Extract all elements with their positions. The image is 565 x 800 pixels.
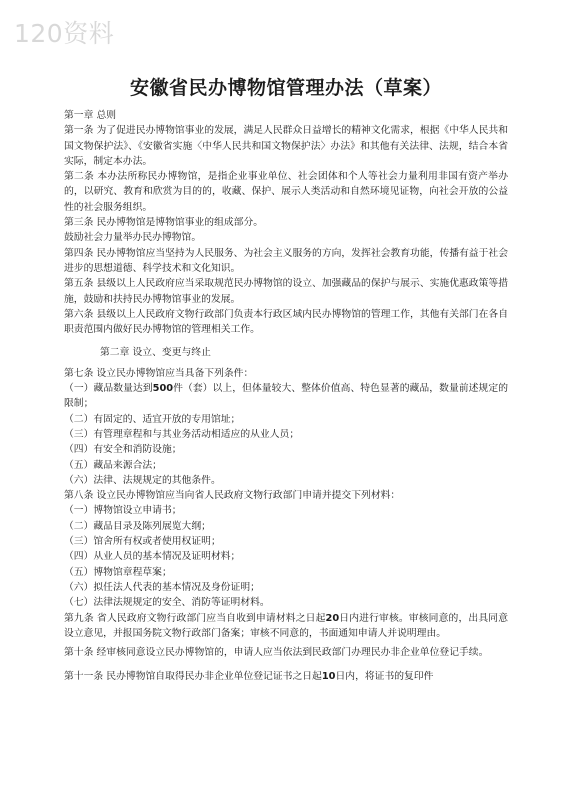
article-7-item-2: （二）有固定的、适宜开放的专用馆址； bbox=[64, 413, 241, 425]
article-2: 第二条 本办法所称民办博物馆，是指企业事业单位、社会团体和个人等社会力量利用非国有资产举办的，以研究、教育和欣赏为目的的，收藏、保护、展示人类活动和自然环境见证物，向社会开放的公益性的社会服务组织。 bbox=[64, 171, 508, 213]
article-8-item-7: （七）法律法规规定的安全、消防等证明材料。 bbox=[64, 597, 270, 609]
item-text: 件（套）以上，但体量较大、整体价值高、特色显著的藏品，数量前述规定的限制； bbox=[64, 383, 509, 410]
document-body bbox=[64, 74, 508, 689]
article-8-item-6: （六）拟任法人代表的基本情况及身份证明； bbox=[64, 581, 260, 593]
watermark: 120资料 bbox=[14, 19, 115, 48]
article-7-item-5: （五）藏品来源合法； bbox=[64, 459, 162, 471]
item-text: （一）藏品数量达到 bbox=[64, 383, 153, 395]
article-text: 日内进行审核。审核同意的，出具同意设立意见，并报国务院文物行政部门备案；审核不同意的，书面通知申请人并说明理由。 bbox=[64, 612, 508, 639]
article-text: 第九条 省人民政府文物行政部门应当自收到申请材料之日起 bbox=[64, 612, 326, 624]
article-7-item-3: （三）有管理章程和与其业务活动相适应的从业人员； bbox=[64, 428, 300, 440]
article-10: 第十条 经审核同意设立民办博物馆的，申请人应当依法到民政部门办理民办非企业单位登记手续。 bbox=[64, 647, 489, 659]
article-8: 第八条 设立民办博物馆应当向省人民政府文物行政部门申请并提交下列材料： bbox=[64, 490, 401, 502]
article-11 bbox=[64, 665, 508, 689]
document-title: 安徽省民办博物馆管理办法（草案） bbox=[129, 77, 442, 99]
article-6: 第六条 县级以上人民政府文物行政部门负责本行政区域内民办博物馆的管理工作，其他有关部门在各自职责范围内做好民办博物馆的管理相关工作。 bbox=[64, 308, 508, 336]
chapter-1-heading: 第一章 总则 bbox=[64, 110, 117, 121]
article-8-item-3: （三）馆舍所有权或者使用权证明； bbox=[64, 536, 221, 548]
article-7-item-1 bbox=[64, 381, 508, 412]
article-7-item-4: （四）有安全和消防设施； bbox=[64, 444, 182, 456]
article-3: 第三条 民办博物馆是博物馆事业的组成部分。 bbox=[64, 217, 264, 229]
item-number: 500 bbox=[152, 383, 174, 395]
article-8-item-1: （一）博物馆设立申请书； bbox=[64, 505, 182, 517]
chapter-2-heading: 第二章 设立、变更与终止 bbox=[100, 347, 211, 359]
article-text: 第十一条 民办博物馆自取得民办非企业单位登记证书之日起 bbox=[64, 671, 322, 683]
article-5: 第五条 县级以上人民政府应当采取规范民办博物馆的设立、加强藏品的保护与展示、实施优惠政策等措施，鼓励和扶持民办博物馆事业的发展。 bbox=[64, 278, 508, 305]
article-8-item-2: （二）藏品目录及陈列展览大纲； bbox=[64, 520, 211, 532]
article-3-continued: 鼓励社会力量举办民办博物馆。 bbox=[64, 232, 202, 244]
article-8-item-5: （五）博物馆章程草案； bbox=[64, 566, 172, 578]
article-text: 日内，将证书的复印件 bbox=[335, 671, 434, 683]
article-4: 第四条 民办博物馆应当坚持为人民服务、为社会主义服务的方向，发挥社会教育功能，传播有益于社会进步的思想道德、科学技术和文化知识。 bbox=[64, 247, 508, 274]
article-9 bbox=[64, 611, 508, 642]
article-8-item-4: （四）从业人员的基本情况及证明材料； bbox=[64, 551, 241, 563]
article-number: 10 bbox=[321, 671, 336, 683]
article-number: 20 bbox=[325, 612, 340, 624]
article-1: 第一条 为了促进民办博物馆事业的发展，满足人民群众日益增长的精神文化需求，根据《中华人民共和国文物保护法》、《安徽省实施〈中华人民共和国文物保护法〉办法》和其他有关法律、法规，结合本省实际，制定本办法。 bbox=[64, 125, 508, 167]
article-7: 第七条 设立民办博物馆应当具备下列条件： bbox=[64, 367, 254, 379]
article-7-item-6: （六）法律、法规规定的其他条件。 bbox=[64, 474, 221, 486]
